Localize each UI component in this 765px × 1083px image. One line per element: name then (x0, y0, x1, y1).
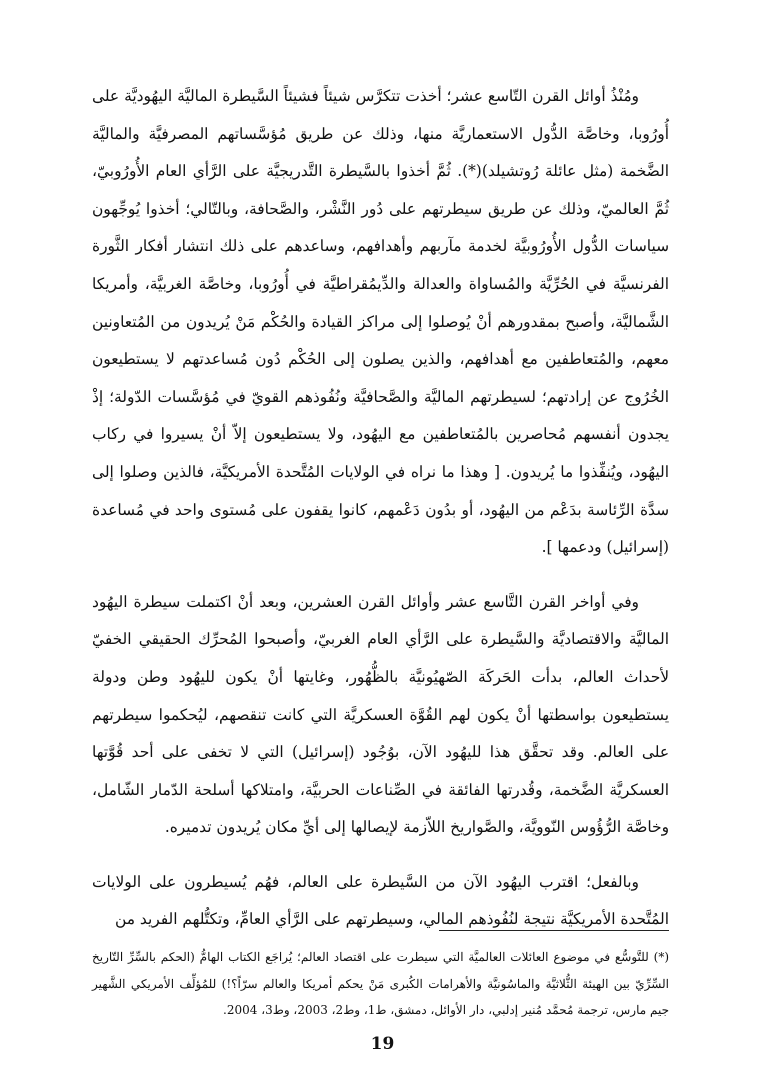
paragraph-2: وفي أواخر القرن التَّاسع عشر وأوائل القرن العشرين، وبعد أنْ اكتملت سيطرة اليهُود الماليَّة والاقتصاديَّة والسَّيطرة على الرَّأي العام الغربيّ، وأصبحوا المُحرِّك الحقيقي الخفيّ لأحداث العالم، بدأت الحَركَة الصّهيُونيَّة بالظُّهُور، وغايتها أنْ يكون لليهُود وطن ودولة يستطيعون بواسطتها أنْ يكون لهم القُوَّة العسكريَّة التي كانت تنقصهم، ليُحكموا سيطرتهم على العالم. وقد تحقَّق هذا لليهُود الآن، بوُجُود (إسرائيل) التي لا تخفى على أحد قُوَّتها العسكريَّة الضَّخمة، وقُدرتها الفائقة في الصِّناعات الحربيَّة، وامتلاكها أسلحة الدّمار الشّامل، وخاصَّة الرُّؤُوس النّوويَّة، والصَّواريخ اللاّزمة لإيصالها إلى أيِّ مكان يُريدون تدميره. (92, 592, 669, 837)
paragraph-1: ومُنْذُ أوائل القرن التّاسع عشر؛ أخذت تتكرَّس شيئاً فشيئاً السَّيطرة الماليَّة اليهُوديَّة على أُورُوبا، وخاصَّة الدُّول الاستعماريَّة منها، وذلك عن طريق مُؤسَّساتهم المصرفيَّة والماليَّة الضَّخمة (مثل عائلة رُوتشيلد)(*). ثُمَّ أخذوا بالسَّيطرة التَّدريجيَّة على الرَّأي العام الأُورُوبيّ، ثُمَّ العالميّ، وذلك عن طريق سيطرتهم على دُور النَّشْر، والصَّحافة، وبالتّالي؛ أخذوا يُوجِّهون سياسات الدُّول الأُورُوبيَّة لخدمة مآربهم وأهدافهم، وساعدهم على ذلك انتشار أفكار الثَّورة الفرنسيَّة في الحُرِّيَّة والمُساواة والعدالة والدِّيمُقراطيَّة في أُورُوبا، وخاصَّة الغربيَّة، وأمريكا الشَّماليَّة، وأصبح بمقدورهم أنْ يُوصلوا إلى مراكز القيادة والحُكْم مَنْ يُريدون من المُتعاونين معهم، والمُتعاطفين مع أهدافهم، والذين يصلون إلى الحُكْم دُون مُساعدتهم لا يستطيعون الخُرُوج عن إرادتهم؛ لسيطرتهم الماليَّة والصَّحافيَّة ونُفُوذهم القويّ في مُؤسَّسات الدّولة؛ إذْ يجدون أنفسهم مُحاصرين بالمُتعاطفين مع اليهُود، ولا يستطيعون إلاّ أنْ يسيروا في ركاب اليهُود، ويُنفِّذوا ما يُريدون. [ وهذا ما نراه في الولايات المُتَّحدة الأمريكيَّة، فالذين وصلوا إلى سدَّة الرِّئاسة بدَعْم من اليهُود، أو بدُون دَعْمهم، كانوا يقفون على مُستوى واحد في مُساعدة (إسرائيل) ودعمها ]. (92, 87, 669, 557)
footnote: (*) للتَّوسُّع في موضوع العائلات العالميَّة التي سيطرت على اقتصاد العالم؛ يُراجَع الكتاب الهامُّ (الحكم بالسِّرِّ التّاريخ السِّرِّيّ بين الهيئة الثُّلاثيَّة والماسُونيَّة والأهرامات الكُبرى مَنْ يحكم أمريكا والعالم سرّاً؟!) للمُؤلِّف الأمريكي الشَّهير جيم مارس، ترجمة مُحمَّد مُنير إدلبي، دار الأوائل، دمشق، ط1، وط2، 2003، وط3، 2004. (92, 950, 669, 1017)
page-number: 19 (370, 1034, 395, 1054)
footnote-divider (439, 930, 669, 931)
main-text (92, 78, 669, 939)
paragraph-3: وبالفعل؛ اقترب اليهُود الآن من السَّيطرة على العالم، فهُم يُسيطرون على الولايات المُتَّحدة الأمريكيَّة نتيجة لنُفُوذهم المالي، وسيطرتهم على الرَّأي العامِّ، وتكتُّلهم الفريد من (92, 872, 669, 929)
